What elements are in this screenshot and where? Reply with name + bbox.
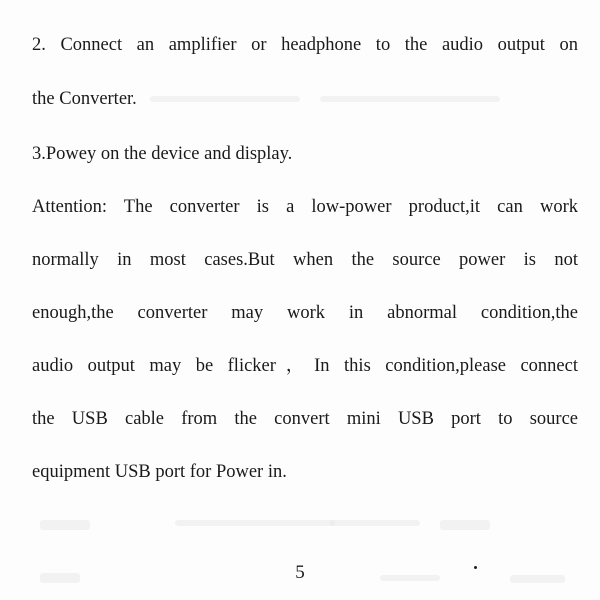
show-through-mark bbox=[330, 520, 420, 526]
step-3-text: 3.Powey on the device and display. bbox=[32, 144, 293, 164]
attention-text-line-2: normally in most cases.But when the source power is not bbox=[32, 250, 578, 270]
attention-text-line-6: equipment USB port for Power in. bbox=[32, 462, 287, 482]
attention-text-line-1: Attention: The converter is a low-power product,it can work bbox=[32, 197, 578, 217]
attention-text-line-3: enough,the converter may work in abnormal condition,the bbox=[32, 303, 578, 323]
ink-speck bbox=[474, 566, 477, 569]
show-through-mark bbox=[380, 575, 440, 581]
show-through-mark bbox=[175, 520, 335, 526]
page-number: 5 bbox=[295, 562, 305, 583]
attention-text-line-4: audio output may be flicker，In this condition,please connect bbox=[32, 356, 578, 376]
step-2-text-line-1: 2. Connect an amplifier or headphone to the audio output on bbox=[32, 35, 578, 55]
show-through-mark bbox=[40, 520, 90, 530]
show-through-mark bbox=[510, 575, 565, 583]
show-through-mark bbox=[440, 520, 490, 530]
step-2-text-line-2: the Converter. bbox=[32, 89, 137, 109]
show-through-mark bbox=[40, 573, 80, 583]
attention-text-line-5: the USB cable from the convert mini USB port to source bbox=[32, 409, 578, 429]
